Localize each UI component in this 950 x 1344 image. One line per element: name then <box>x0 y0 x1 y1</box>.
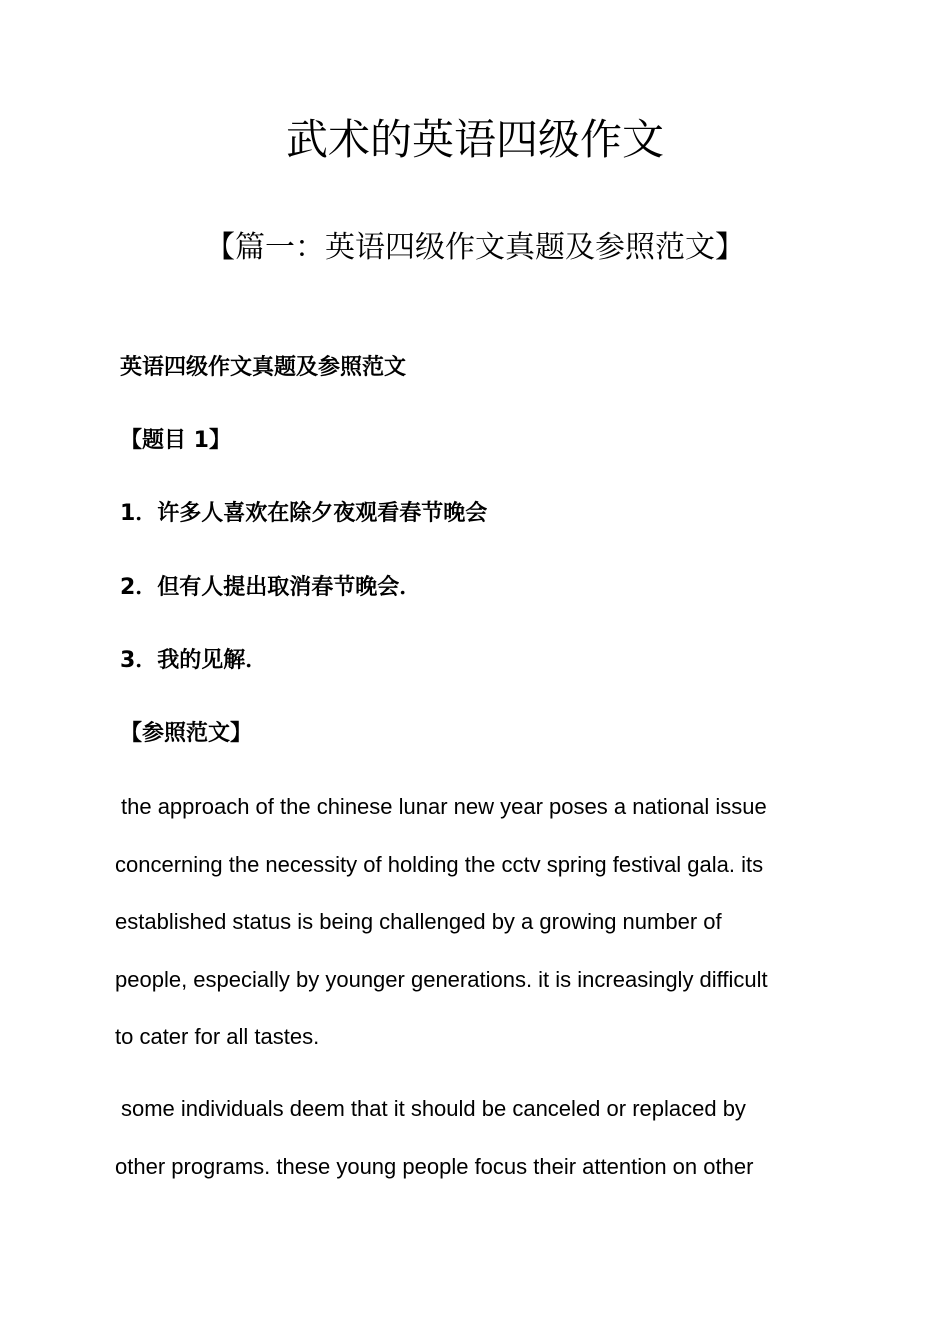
essay-line: concerning the necessity of holding the cctv spring festival gala. its <box>115 851 764 877</box>
essay-line: some individuals deem that it should be canceled or replaced by <box>121 1096 746 1121</box>
essay-line: other programs. these young people focus their attention on other <box>115 1153 754 1179</box>
essay-paragraph-1 <box>115 778 835 1066</box>
topic-point-1: 1．许多人喜欢在除夕夜观看春节晚会 <box>120 501 488 526</box>
essay-line: the approach of the chinese lunar new year poses a national issue <box>121 794 767 819</box>
topic-point-2: 2．但有人提出取消春节晚会． <box>120 575 422 600</box>
essay-line: established status is being challenged by a growing number of <box>115 909 722 934</box>
document-title: 武术的英语四级作文 <box>285 115 664 164</box>
topic-label: 【题目 1】 <box>120 428 231 453</box>
essay-paragraph-2 <box>115 1080 835 1195</box>
sample-essay-label: 【参照范文】 <box>120 721 253 746</box>
topic-point-3: 3．我的见解． <box>120 648 268 673</box>
essay-line: people, especially by younger generations. it is increasingly difficult <box>115 966 768 992</box>
section-heading: 英语四级作文真题及参照范文 <box>120 355 407 380</box>
document-subtitle: 【篇一：英语四级作文真题及参照范文】 <box>205 230 745 265</box>
essay-line: to cater for all tastes. <box>115 1024 320 1049</box>
